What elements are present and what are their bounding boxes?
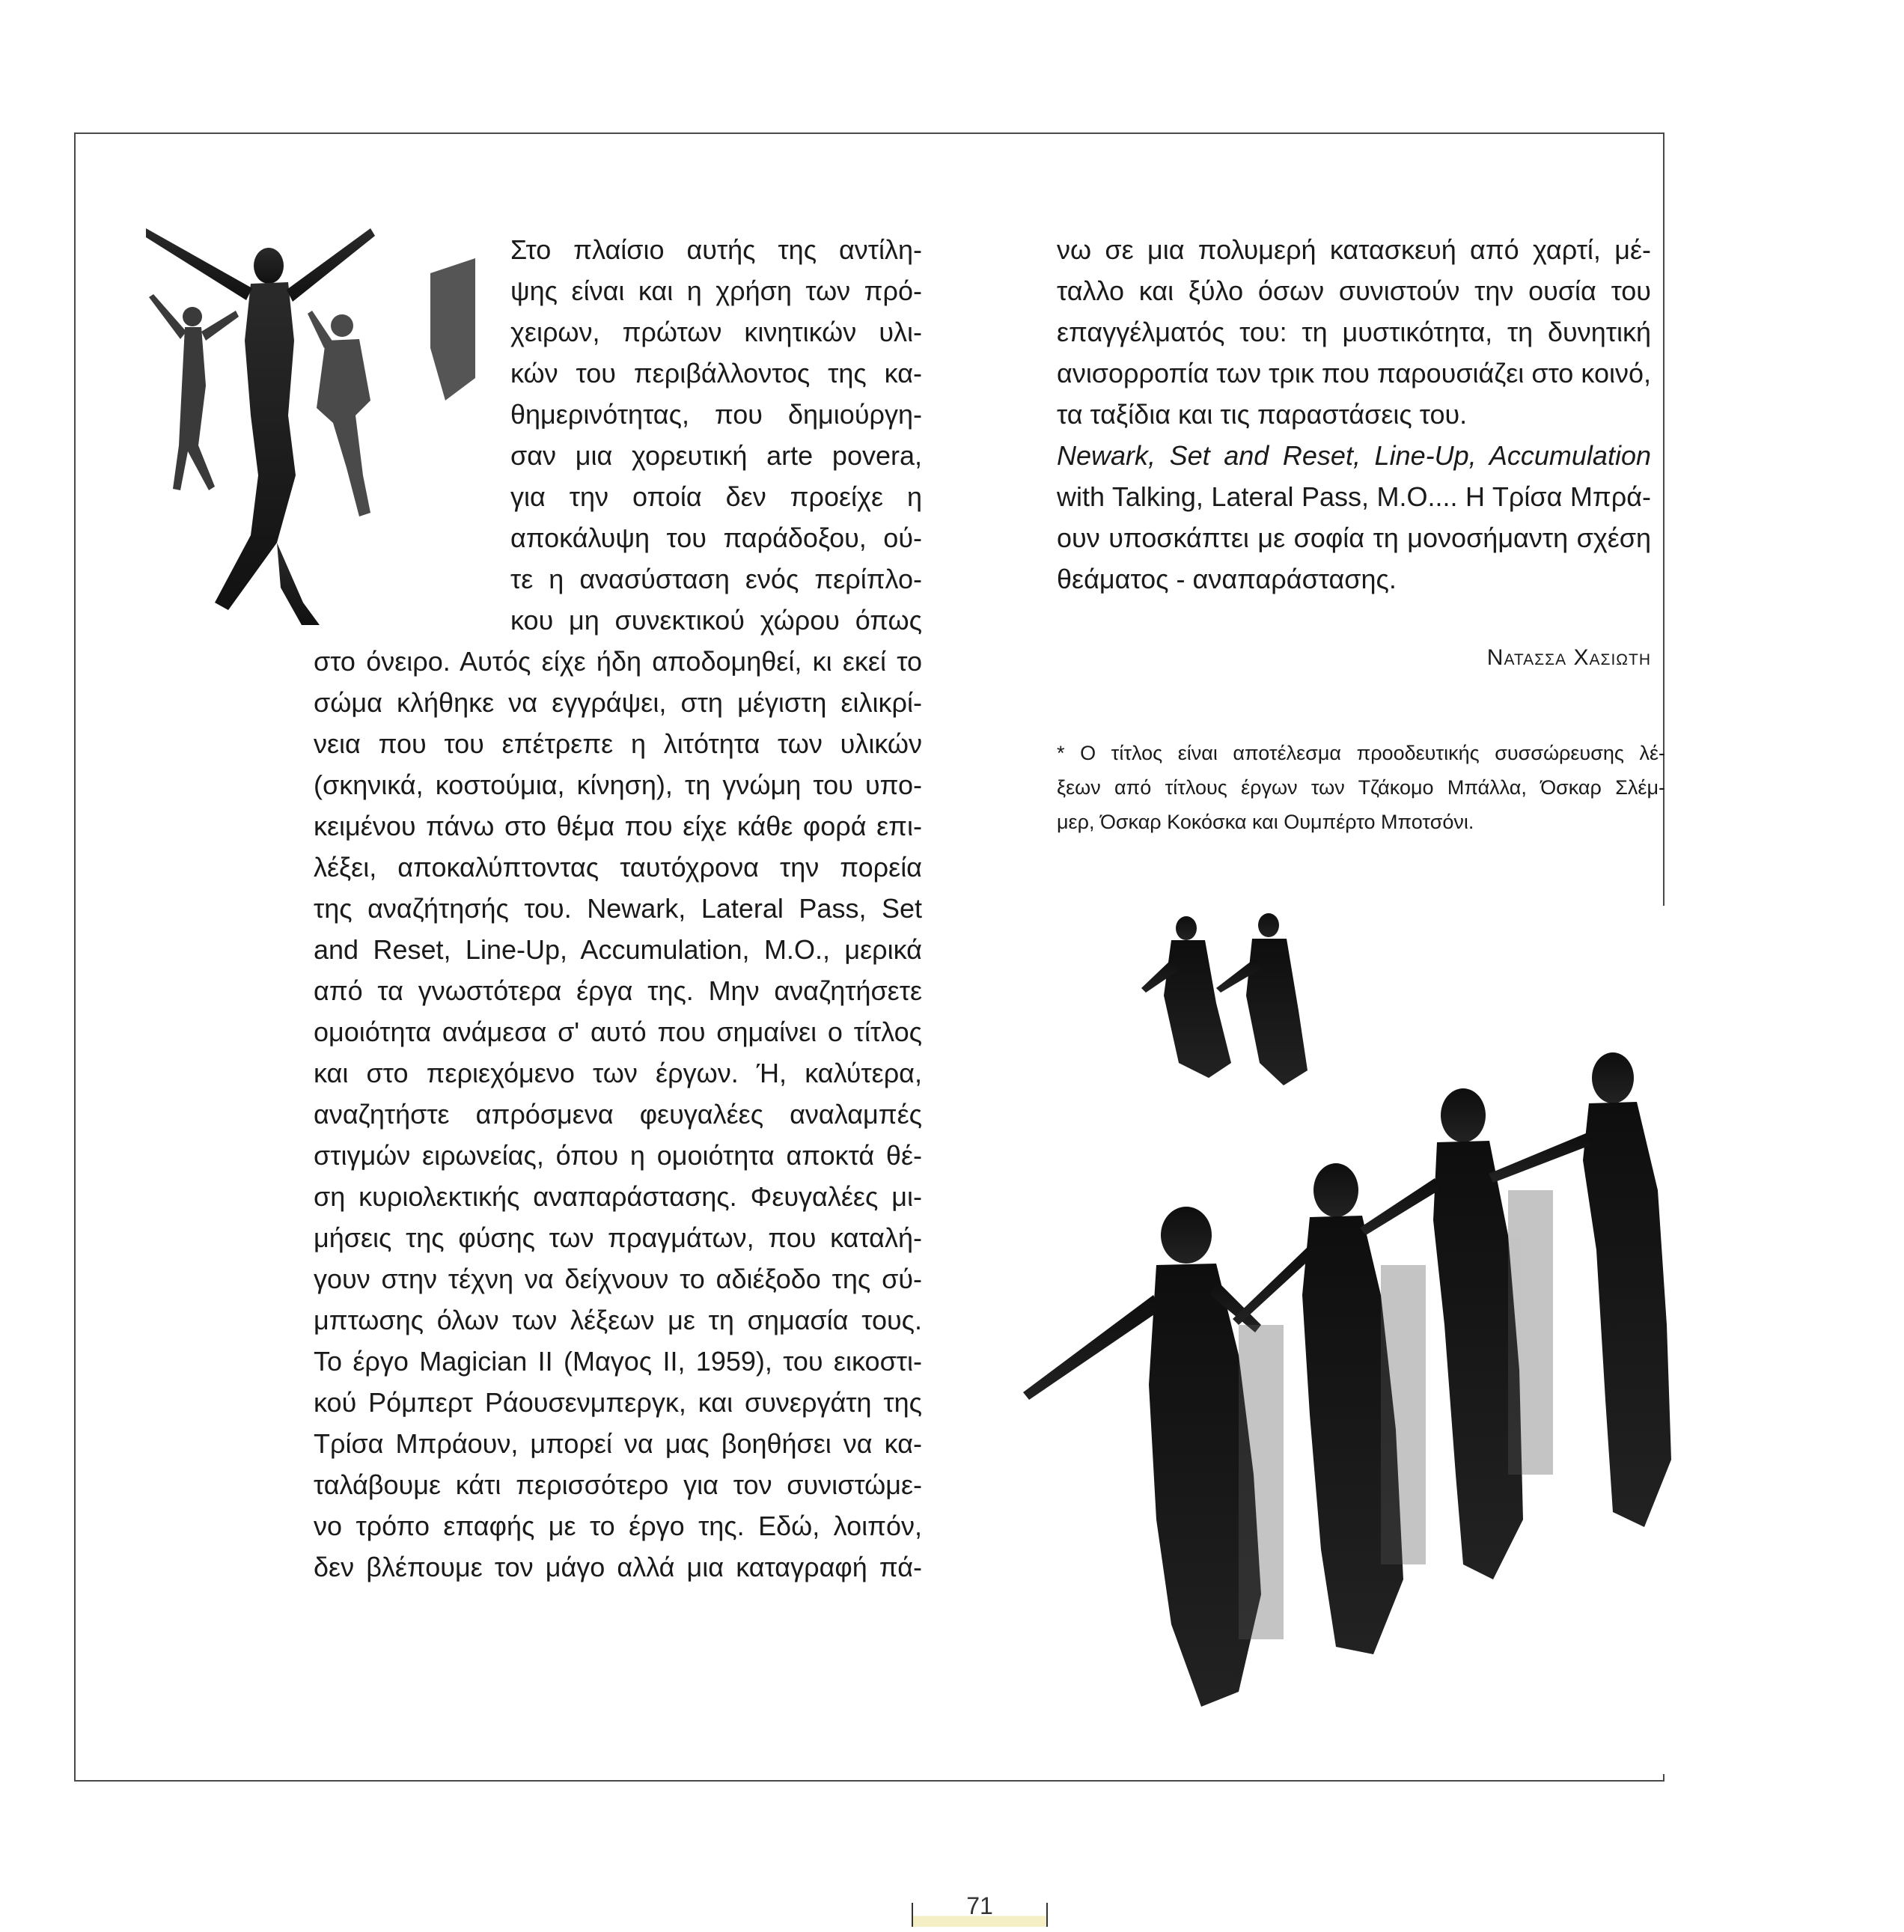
text-line: κού Ρόμπερτ Ράουσενμπεργκ, και συνεργάτη της bbox=[314, 1387, 922, 1418]
text-line: της αναζήτησής του. Newark, Lateral Pass, Set bbox=[314, 893, 922, 924]
text-line: Newark, Set and Reset, Line-Up, Accumulation bbox=[1057, 440, 1651, 471]
text-line: αναζητήστε απρόσμενα φευγαλέες αναλαμπές bbox=[314, 1099, 922, 1130]
text-line: θεάματος - αναπαράστασης. bbox=[1057, 564, 1397, 594]
text-line: στο όνειρο. Αυτός είχε ήδη αποδομηθεί, κι εκεί το bbox=[314, 646, 922, 677]
text-line: with Talking, Lateral Pass, M.O.... Η Τρίσα Μπρά- bbox=[1057, 481, 1651, 512]
text-line: ταλλο και ξύλο όσων συνιστούν την ουσία του bbox=[1057, 275, 1651, 306]
text-line: ανισορροπία των τρικ που παρουσιάζει στο κοινό, bbox=[1057, 358, 1651, 388]
text-line: και στο περιεχόμενο των έργων. Ή, καλύτερα, bbox=[314, 1058, 922, 1088]
text-line: νεια που του επέτρεπε η λιτότητα των υλικών bbox=[314, 728, 922, 759]
text-line: ψης είναι και η χρήση των πρό- bbox=[510, 275, 922, 306]
text-line: ομοιότητα ανάμεσα σ' αυτό που σημαίνει ο τίτλος bbox=[314, 1017, 922, 1047]
text-line: μήσεις της φύσης των πραγμάτων, που καταλή- bbox=[314, 1222, 922, 1253]
text-line: Στο πλαίσιο αυτής της αντίλη- bbox=[510, 234, 922, 265]
footnote-line: * Ο τίτλος είναι αποτέλεσμα προοδευτικής συσσώρευσης λέ- bbox=[1057, 742, 1665, 764]
text-line: νο τρόπο επαφής με το έργο της. Εδώ, λοιπόν, bbox=[314, 1511, 922, 1541]
page-number: 71 bbox=[966, 1892, 993, 1919]
text-line: σώμα κλήθηκε να εγγράψει, στη μέγιστη ειλικρί- bbox=[314, 687, 922, 718]
text-line: Τρίσα Μπράουν, μπορεί να μας βοηθήσει να κα- bbox=[314, 1428, 922, 1459]
text-line: (σκηνικά, κοστούμια, κίνηση), τη γνώμη του υπο- bbox=[314, 770, 922, 800]
right-column-text bbox=[1057, 229, 1651, 600]
text-line: Το έργο Magician II (Μαγος ΙΙ, 1959), του εικοστι- bbox=[314, 1346, 922, 1377]
text-line: ταλάβουμε κάτι περισσότερο για τον συνιστώμε- bbox=[314, 1469, 922, 1500]
dancers-robes-illustration bbox=[1014, 906, 1673, 1774]
text-line: σαν μια χορευτική arte povera, bbox=[510, 440, 922, 471]
text-line: χειρων, πρώτων κινητικών υλι- bbox=[510, 317, 922, 347]
text-line: τε η ανασύσταση ενός περίπλο- bbox=[510, 564, 922, 594]
footnote-line: ξεων από τίτλους έργων των Τζάκομο Μπάλλα, Όσκαρ Σλέμ- bbox=[1057, 776, 1665, 799]
text-line: θημερινότητας, που δημιούργη- bbox=[510, 399, 922, 430]
text-line: τα ταξίδια και τις παραστάσεις του. bbox=[1057, 399, 1468, 430]
text-line: and Reset, Line-Up, Accumulation, M.O., μερικά bbox=[314, 934, 922, 965]
text-line: ση κυριολεκτικής αναπαράστασης. Φευγαλέες μι- bbox=[314, 1181, 922, 1212]
text-line: κου μη συνεκτικού χώρου όπως bbox=[510, 605, 922, 636]
text-line: από τα γνωστότερα έργα της. Μην αναζητήσετε bbox=[314, 975, 922, 1006]
text-line: στιγμών ειρωνείας, όπου η ομοιότητα αποκτά θέ- bbox=[314, 1140, 922, 1171]
page-number-box bbox=[912, 1892, 1048, 1927]
text-line: λέξει, αποκαλύπτοντας ταυτόχρονα την πορεία bbox=[314, 852, 922, 883]
text-line: επαγγέλματός του: τη μυστικότητα, τη δυνητική bbox=[1057, 317, 1651, 347]
text-line: κών του περιβάλλοντος της κα- bbox=[510, 358, 922, 388]
text-line: αποκάλυψη του παράδοξου, ού- bbox=[510, 522, 922, 553]
text-line: για την οποία δεν προείχε η bbox=[510, 481, 922, 512]
text-line: νω σε μια πολυμερή κατασκευή από χαρτί, μέ- bbox=[1057, 234, 1651, 265]
left-column-text bbox=[314, 229, 922, 1588]
footnote-line: μερ, Όσκαρ Κοκόσκα και Ουμπέρτο Μποτσόνι. bbox=[1057, 811, 1474, 833]
text-line: δεν βλέπουμε τον μάγο αλλά μια καταγραφή πά- bbox=[314, 1552, 922, 1582]
dancers-photo-bottom bbox=[1014, 906, 1673, 1774]
text-line: μπτωσης όλων των λέξεων με τη σημασία τους. bbox=[314, 1305, 922, 1335]
footnote bbox=[1057, 736, 1665, 839]
text-line: ουν υποσκάπτει με σοφία τη μονοσήμαντη σχέση bbox=[1057, 522, 1651, 553]
text-line: γουν στην τέχνη να δείχνουν το αδιέξοδο της σύ- bbox=[314, 1264, 922, 1294]
author-signature: Νατασσα Χασιωτη bbox=[1486, 645, 1651, 670]
text-line: κειμένου πάνω στο θέμα που είχε κάθε φορά επι- bbox=[314, 811, 922, 841]
